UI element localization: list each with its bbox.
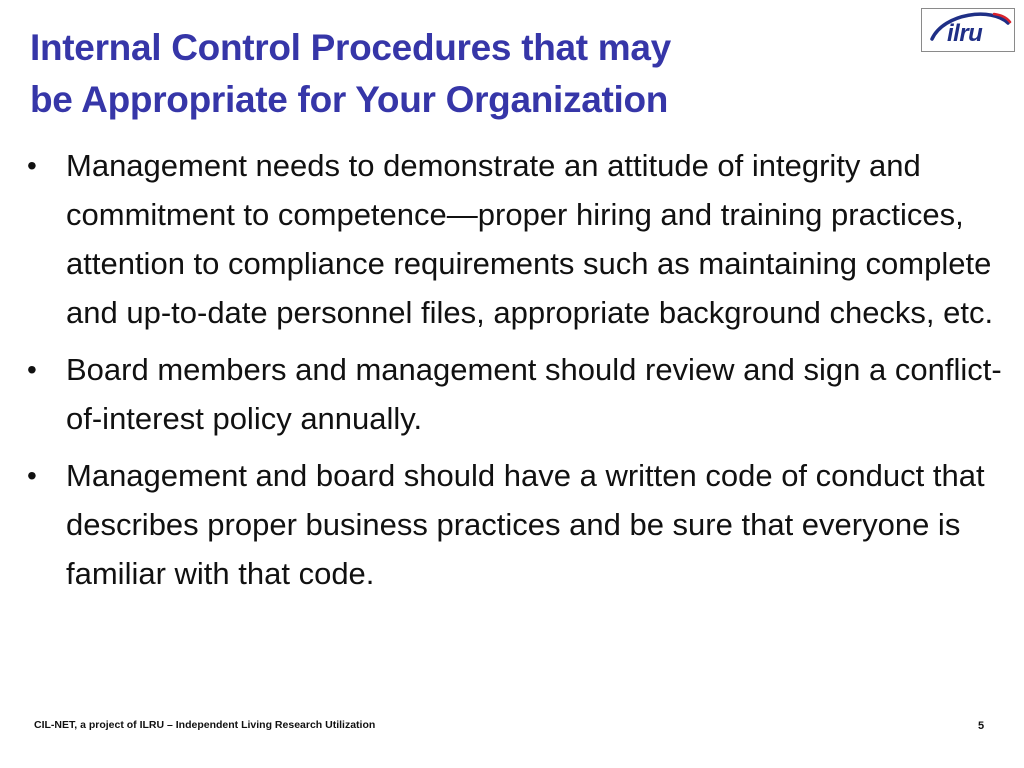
ilru-logo <box>921 8 1015 52</box>
bullet-icon: • <box>27 354 37 385</box>
slide-title-line-1: Internal Control Procedures that may <box>30 27 671 68</box>
bullet-item <box>22 451 1012 598</box>
slide-title-line-2: be Appropriate for Your Organization <box>30 79 669 120</box>
bullet-icon: • <box>27 460 37 491</box>
bullet-list <box>22 141 1012 606</box>
page-number: 5 <box>978 720 985 732</box>
bullet-item <box>22 345 1012 443</box>
bullet-text: Board members and management should review and sign a conflict-of-interest policy annually. <box>66 352 1002 436</box>
bullet-text: Management needs to demonstrate an attitude of integrity and commitment to competence—proper hiring and training practices, attention to compliance requirements such as maintaining complete and up-to-date personnel files, appropriate background checks, etc. <box>66 148 994 330</box>
bullet-text: Management and board should have a written code of conduct that describes proper business practices and be sure that everyone is familiar with that code. <box>66 458 985 591</box>
slide-title <box>30 22 910 126</box>
bullet-item <box>22 141 1012 337</box>
ilru-logo-text: ilru <box>947 20 983 47</box>
bullet-icon: • <box>27 150 37 181</box>
footer-text: CIL-NET, a project of ILRU – Independent Living Research Utilization <box>34 719 376 731</box>
